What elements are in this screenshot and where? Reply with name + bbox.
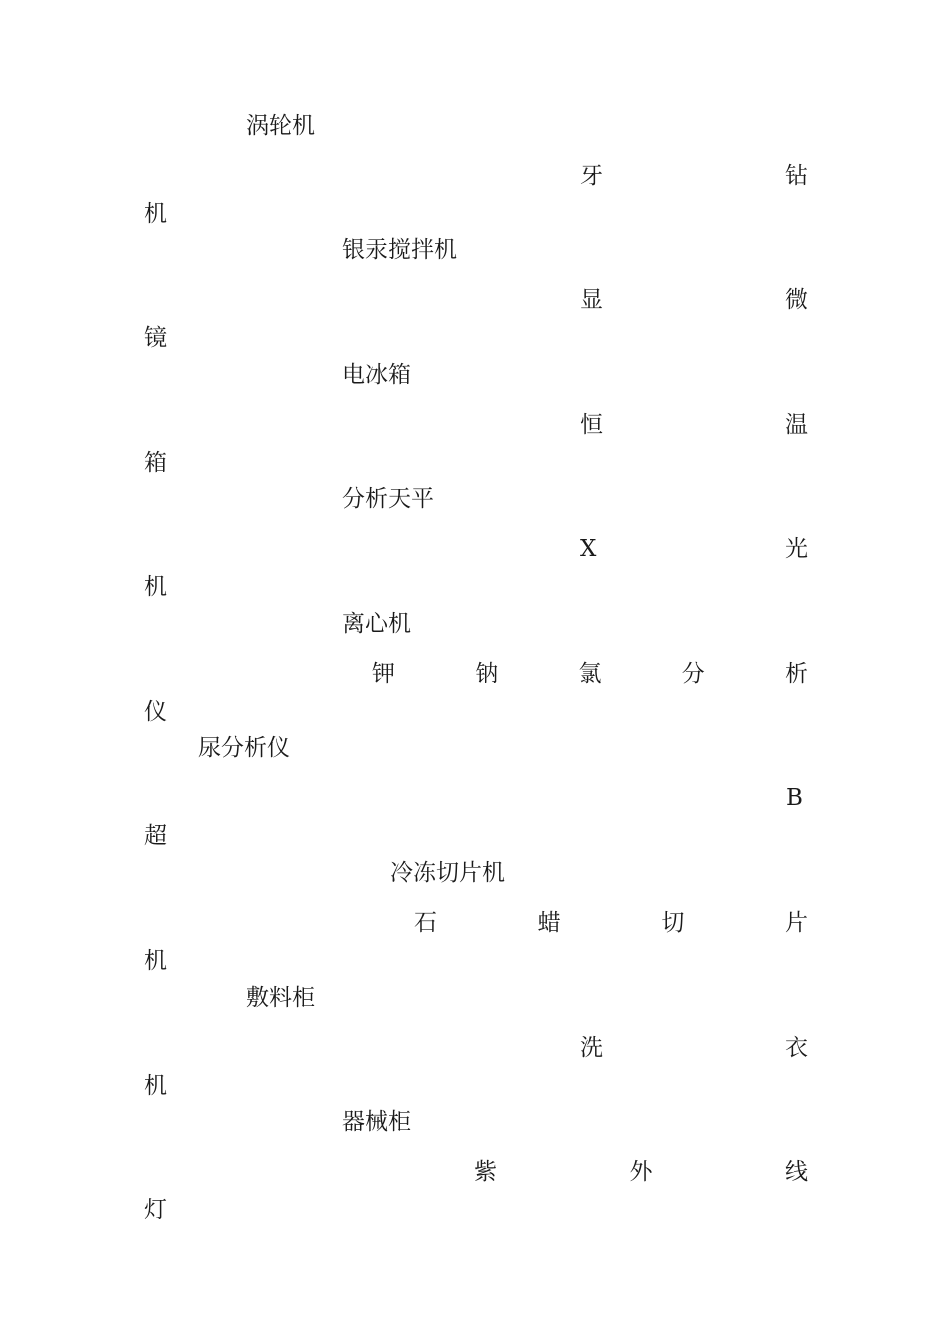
char: 洗 [580, 1035, 603, 1061]
item-electrolyte-analyzer-tail: 仪 [144, 699, 167, 725]
item-incubator-tail: 箱 [144, 450, 167, 476]
char: 外 [629, 1159, 653, 1185]
char: 蜡 [537, 910, 561, 936]
item-refrigerator: 电冰箱 [342, 362, 411, 388]
item-uv-lamp-tail: 灯 [144, 1197, 167, 1223]
char: 线 [785, 1159, 808, 1185]
item-b-ultrasound-head: B [786, 785, 803, 811]
char: 紫 [474, 1159, 497, 1185]
char: 钠 [475, 661, 499, 687]
char: 光 [785, 536, 808, 562]
char: 片 [784, 910, 808, 936]
item-microscope-line [580, 286, 808, 314]
char: 析 [785, 661, 808, 687]
char: 石 [414, 910, 437, 936]
item-xray-tail: 机 [144, 574, 167, 600]
item-washing-machine-tail: 机 [144, 1073, 167, 1099]
char: 分 [681, 661, 705, 687]
char: 钾 [372, 661, 395, 687]
item-dental-drill-tail: 机 [144, 201, 167, 227]
char: 显 [580, 287, 603, 313]
item-microscope-tail: 镜 [144, 325, 167, 351]
item-uv-lamp-line [474, 1158, 808, 1186]
char: 氯 [578, 661, 602, 687]
item-cryostat: 冷冻切片机 [390, 860, 505, 886]
item-b-ultrasound-tail: 超 [144, 823, 167, 849]
char: 微 [785, 287, 808, 313]
item-electrolyte-analyzer-line [372, 660, 808, 688]
item-amalgamator: 银汞搅拌机 [342, 237, 457, 263]
char: 衣 [785, 1035, 808, 1061]
item-turbine: 涡轮机 [246, 113, 315, 139]
char: 温 [785, 412, 808, 438]
item-urine-analyzer: 尿分析仪 [198, 735, 290, 761]
item-xray-line [580, 535, 808, 563]
item-analytical-balance: 分析天平 [342, 486, 434, 512]
char: 恒 [580, 412, 603, 438]
item-instrument-cabinet: 器械柜 [342, 1109, 411, 1135]
item-dressing-cabinet: 敷料柜 [246, 985, 315, 1011]
item-paraffin-microtome-tail: 机 [144, 948, 167, 974]
char: 切 [661, 910, 685, 936]
item-washing-machine-line [580, 1034, 808, 1062]
item-paraffin-microtome-line [414, 909, 808, 937]
char: 牙 [580, 163, 603, 189]
char: 钻 [785, 163, 808, 189]
item-incubator-line [580, 411, 808, 439]
item-dental-drill-line [580, 162, 808, 190]
char: X [580, 536, 597, 562]
item-centrifuge: 离心机 [342, 611, 411, 637]
